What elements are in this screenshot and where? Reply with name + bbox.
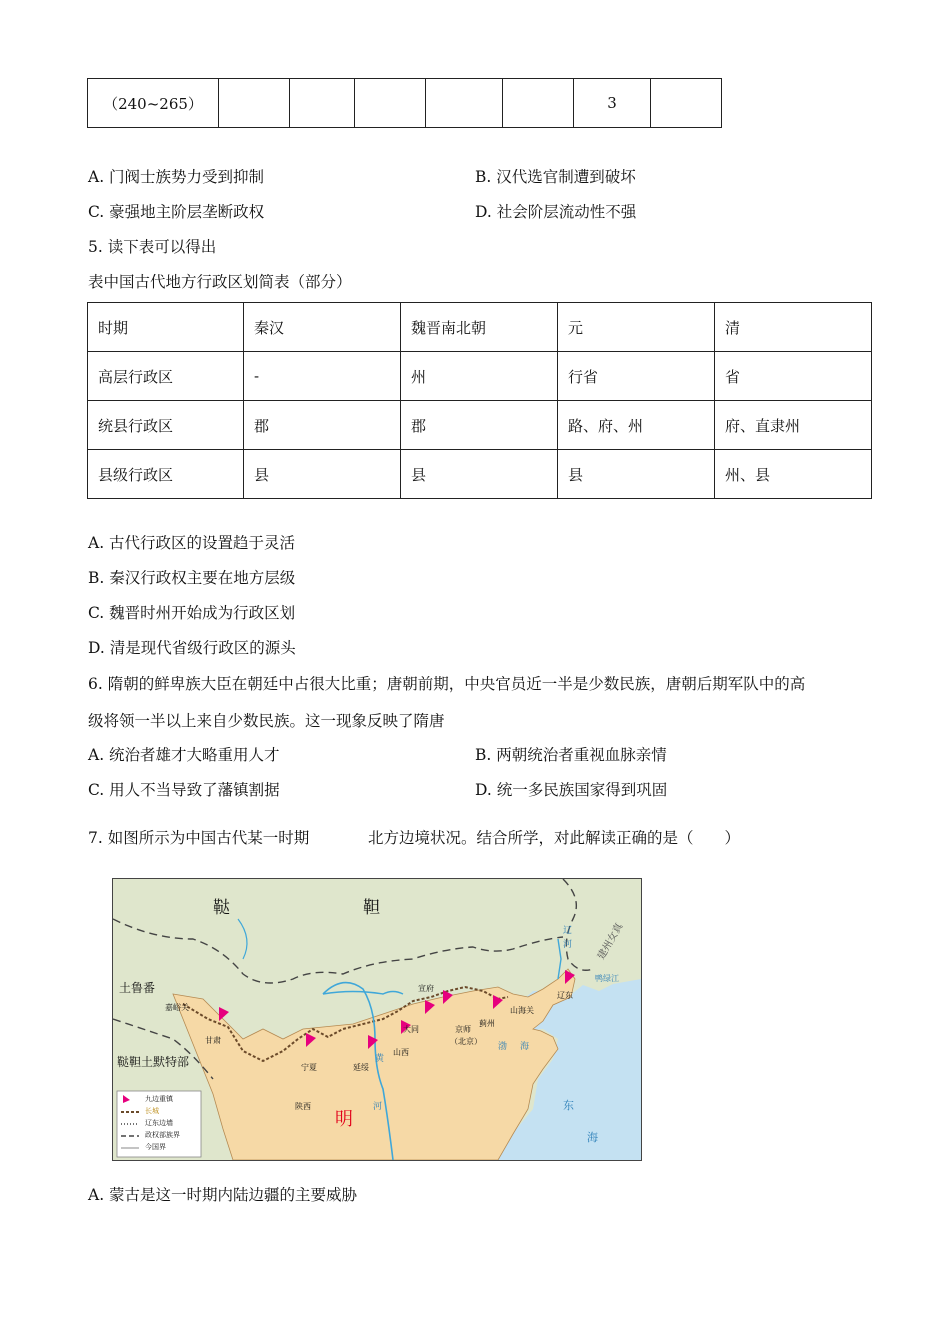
legend-label: 辽东边墙 — [145, 1119, 173, 1127]
label-liaodong: 辽东 — [557, 991, 573, 1000]
table-cell: 郡 — [401, 401, 558, 450]
q5-option-a: A. 古代行政区的设置趋于灵活 — [88, 534, 296, 552]
q6-option-c: C. 用人不当导致了藩镇割据 — [88, 781, 280, 799]
label-donghai-1: 东 — [563, 1099, 574, 1112]
label-beijing: （北京） — [450, 1037, 482, 1046]
label-jianzhou: 建州女真 — [595, 921, 626, 962]
table-cell — [651, 79, 722, 128]
table-cell — [426, 79, 503, 128]
label-he: 河 — [373, 1102, 383, 1112]
table-cell: 3 — [574, 79, 651, 128]
table-cell: 路、府、州 — [558, 401, 715, 450]
q5-option-d: D. 清是现代省级行政区的源头 — [88, 639, 296, 657]
q5-table-caption: 表中国古代地方行政区划简表（部分） — [88, 273, 352, 291]
q4-option-b: B. 汉代选官制遭到破坏 — [475, 168, 636, 186]
table-cell: 郡 — [244, 401, 401, 450]
table-cell: 统县行政区 — [88, 401, 244, 450]
label-tatar-1: 鞑 — [213, 898, 230, 918]
label-bohai-1: 渤 — [498, 1042, 508, 1052]
table-row — [88, 450, 872, 499]
legend-label: 今国界 — [145, 1143, 166, 1151]
q5-stem: 5. 读下表可以得出 — [88, 238, 217, 256]
label-gansu: 甘肃 — [205, 1036, 221, 1045]
q7-option-a: A. 蒙古是这一时期内陆边疆的主要威胁 — [88, 1186, 358, 1204]
label-jizhou: 蓟州 — [479, 1019, 495, 1028]
label-xuanfu: 宣府 — [418, 984, 434, 993]
label-shanxi: 山西 — [393, 1048, 409, 1057]
table-row — [88, 79, 722, 128]
q4-option-a: A. 门阀士族势力受到抑制 — [88, 168, 265, 186]
q5-option-c: C. 魏晋时州开始成为行政区划 — [88, 604, 296, 622]
q6-stem-line1: 6. 隋朝的鲜卑族大臣在朝廷中占很大比重；唐朝前期，中央官员近一半是少数民族，唐朝后期军队中的高 — [88, 675, 806, 693]
q6-stem-line2: 级将领一半以上来自少数民族。这一现象反映了隋唐 — [88, 712, 445, 730]
label-yalu: 鸭绿江 — [595, 974, 619, 983]
label-jingshi: 京师 — [455, 1025, 471, 1034]
table-cell — [219, 79, 290, 128]
legend-label: 长城 — [145, 1107, 159, 1115]
ming-northern-frontier-map — [112, 878, 642, 1161]
q7-stem-part1: 7. 如图所示为中国古代某一时期 — [88, 829, 310, 847]
table-cell: 行省 — [558, 352, 715, 401]
legend-label: 政权部族界 — [145, 1131, 180, 1139]
top-table — [87, 78, 722, 128]
table-cell: 州 — [401, 352, 558, 401]
label-donghai-2: 海 — [587, 1131, 598, 1144]
table-header-cell: 元 — [558, 303, 715, 352]
table-cell: 省 — [715, 352, 872, 401]
label-huang: 黄 — [375, 1054, 385, 1064]
label-shanhaiguan: 山海关 — [510, 1006, 534, 1015]
label-datong: 大同 — [403, 1025, 419, 1034]
table-header-cell: 时期 — [88, 303, 244, 352]
label-jiayuguan: 嘉峪关 — [165, 1003, 189, 1012]
table-row — [88, 352, 872, 401]
label-yansui: 延绥 — [353, 1063, 369, 1072]
label-tumed: 鞑靼土默特部 — [117, 1055, 190, 1069]
table-cell: - — [244, 352, 401, 401]
admin-division-table — [87, 302, 872, 499]
q4-option-d: D. 社会阶层流动性不强 — [475, 203, 637, 221]
q6-option-a: A. 统治者雄才大略重用人才 — [88, 746, 280, 764]
label-liao-1: 辽 — [563, 926, 573, 936]
q7-stem-part2: 北方边境状况。结合所学，对此解读正确的是（ ） — [368, 829, 741, 847]
table-header-cell: 清 — [715, 303, 872, 352]
map-canvas — [113, 879, 641, 1160]
table-header-cell: 秦汉 — [244, 303, 401, 352]
q5-option-b: B. 秦汉行政权主要在地方层级 — [88, 569, 296, 587]
table-cell: 高层行政区 — [88, 352, 244, 401]
table-cell: 府、直隶州 — [715, 401, 872, 450]
table-cell — [290, 79, 355, 128]
label-ningxia: 宁夏 — [301, 1063, 317, 1072]
q4-option-c: C. 豪强地主阶层垄断政权 — [88, 203, 265, 221]
table-cell: 县 — [401, 450, 558, 499]
label-ming: 明 — [335, 1109, 353, 1130]
table-cell: （240~265） — [88, 79, 219, 128]
label-turfan: 土鲁番 — [119, 981, 156, 995]
table-cell: 县 — [244, 450, 401, 499]
table-cell: 县 — [558, 450, 715, 499]
q6-option-b: B. 两朝统治者重视血脉亲情 — [475, 746, 667, 764]
label-bohai-2: 海 — [520, 1042, 530, 1052]
label-liao-2: 河 — [563, 940, 573, 950]
table-cell: 县级行政区 — [88, 450, 244, 499]
table-row — [88, 401, 872, 450]
table-cell — [503, 79, 574, 128]
table-cell: 州、县 — [715, 450, 872, 499]
table-header-row — [88, 303, 872, 352]
table-cell — [355, 79, 426, 128]
legend-label: 九边重镇 — [145, 1095, 173, 1103]
label-tatar-2: 靼 — [363, 898, 380, 918]
table-header-cell: 魏晋南北朝 — [401, 303, 558, 352]
q6-option-d: D. 统一多民族国家得到巩固 — [475, 781, 668, 799]
label-shaanxi: 陕西 — [295, 1102, 311, 1111]
